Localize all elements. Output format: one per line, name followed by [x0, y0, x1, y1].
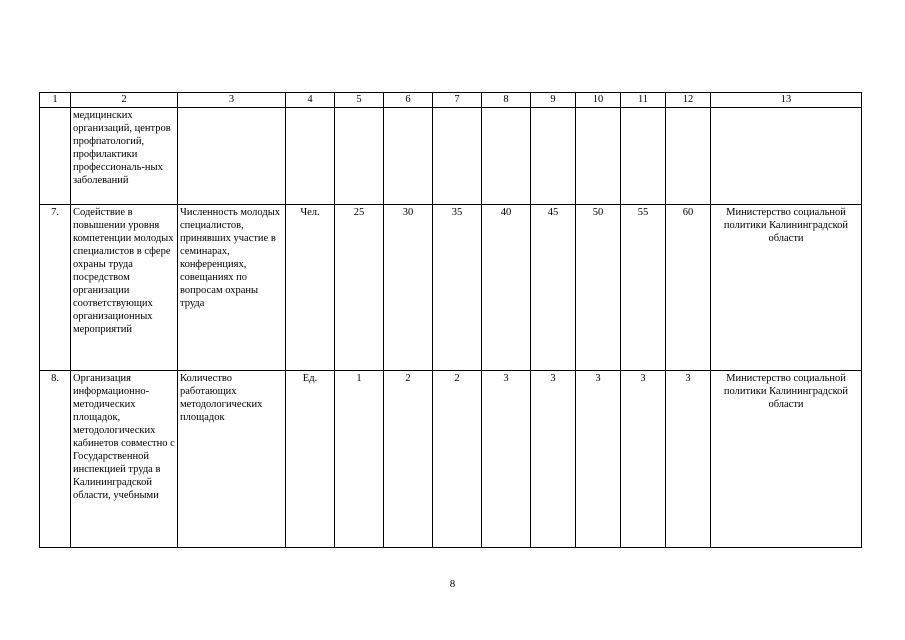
column-number: 1 [40, 93, 71, 108]
column-number: 3 [178, 93, 286, 108]
activity-cell: медицинских организаций, центров профпатологий, профилактики профессиональ-ных заболеваний [71, 108, 178, 205]
value-cell [384, 108, 433, 205]
value-cell [621, 108, 666, 205]
value-cell: 3 [621, 371, 666, 548]
value-cell: 3 [666, 371, 711, 548]
column-number: 9 [531, 93, 576, 108]
value-cell: 35 [433, 205, 482, 371]
unit-cell [286, 108, 335, 205]
activity-cell: Содействие в повышении уровня компетенции молодых специалистов в сфере охраны труда посредством организации соответствующих организационных мероприятий [71, 205, 178, 371]
row-number: 8. [40, 371, 71, 548]
indicator-cell: Численность молодых специалистов, принявших участие в семинарах, конференциях, совещаниях по вопросам охраны труда [178, 205, 286, 371]
value-cell: 50 [576, 205, 621, 371]
value-cell: 2 [384, 371, 433, 548]
column-number: 11 [621, 93, 666, 108]
responsible-cell: Министерство социальной политики Калининградской области [711, 205, 862, 371]
page-number: 8 [449, 578, 456, 590]
indicator-cell [178, 108, 286, 205]
responsible-cell [711, 108, 862, 205]
row-number: 7. [40, 205, 71, 371]
responsible-cell: Министерство социальной политики Калининградской области [711, 371, 862, 548]
column-number: 6 [384, 93, 433, 108]
value-cell [335, 108, 384, 205]
column-number-header-row [40, 93, 862, 108]
value-cell: 60 [666, 205, 711, 371]
table-row [40, 371, 862, 548]
indicator-cell: Количество работающих методологических площадок [178, 371, 286, 548]
value-cell: 1 [335, 371, 384, 548]
value-cell [433, 108, 482, 205]
table-row [40, 108, 862, 205]
value-cell: 3 [482, 371, 531, 548]
value-cell: 30 [384, 205, 433, 371]
value-cell: 25 [335, 205, 384, 371]
value-cell: 55 [621, 205, 666, 371]
value-cell [666, 108, 711, 205]
unit-cell: Чел. [286, 205, 335, 371]
column-number: 8 [482, 93, 531, 108]
value-cell: 3 [531, 371, 576, 548]
column-number: 12 [666, 93, 711, 108]
column-number: 13 [711, 93, 862, 108]
activity-cell: Организация информационно-методических площадок, методологических кабинетов совместно с Государственной инспекцией труда в Калининградской области, учебными [71, 371, 178, 548]
column-number: 7 [433, 93, 482, 108]
column-number: 2 [71, 93, 178, 108]
value-cell: 3 [576, 371, 621, 548]
value-cell [531, 108, 576, 205]
unit-cell: Ед. [286, 371, 335, 548]
value-cell [482, 108, 531, 205]
column-number: 5 [335, 93, 384, 108]
value-cell: 45 [531, 205, 576, 371]
table-row [40, 205, 862, 371]
value-cell: 2 [433, 371, 482, 548]
column-number: 4 [286, 93, 335, 108]
indicators-table [39, 92, 862, 548]
value-cell: 40 [482, 205, 531, 371]
value-cell [576, 108, 621, 205]
column-number: 10 [576, 93, 621, 108]
row-number [40, 108, 71, 205]
